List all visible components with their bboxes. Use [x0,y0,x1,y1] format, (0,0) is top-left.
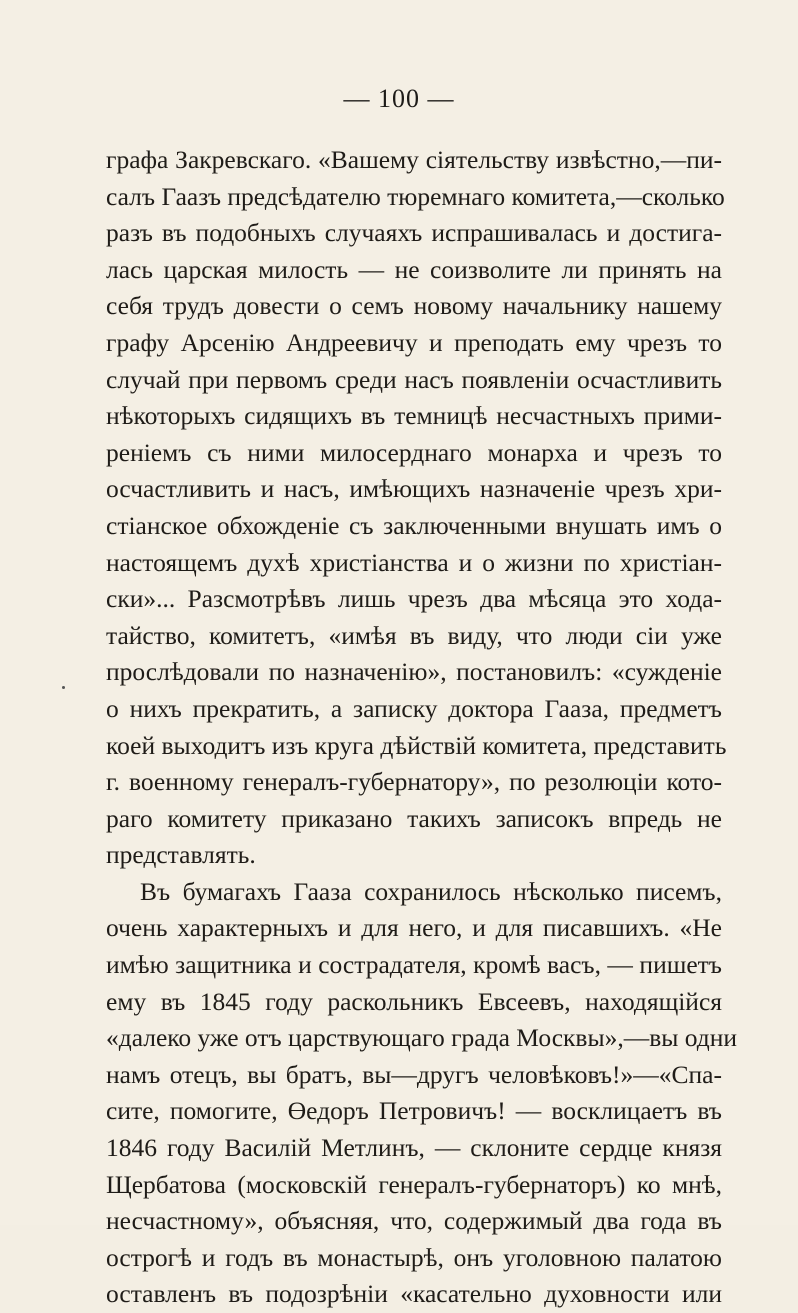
text-line: разъ въ подобныхъ случаяхъ испрашивалась и достига- [106,218,722,248]
text-line: себя трудъ довести о семъ новому начальнику нашему [106,291,722,321]
text-line: графа Закревскаго. «Вашему сіятельству извѣстно,—пи- [106,145,722,174]
margin-dot [62,686,65,689]
text-line: тайство, комитетъ, «имѣя въ виду, что люди сіи уже [106,620,722,650]
text-line: несчастному», объясняя, что, содержимый два года въ [106,1206,722,1236]
text-line: сите, помогите, Өедоръ Петровичъ! — восклицаетъ въ [106,1096,722,1126]
text-line: коей выходитъ изъ круга дѣйствій комитета, представить [106,730,727,760]
text-line: представлять. [106,840,256,870]
text-line: о нихъ прекратить, а записку доктора Гааза, предметъ [106,693,722,723]
paragraph-1 [106,142,727,874]
text-line: оставленъ въ подозрѣніи «касательно духовности или [106,1279,722,1309]
body-text [106,142,738,1313]
page-number: — 100 — [343,84,455,113]
text-line: прослѣдовали по назначенію», постановилъ: «сужденіе [106,657,722,687]
text-line: раго комитету приказано такихъ записокъ впредь не [106,803,722,833]
paragraph-2 [106,874,738,1313]
text-line: осчастливить и насъ, имѣющихъ назначеніе чрезъ хри- [106,474,722,504]
text-line: стіанское обхожденіе съ заключенными внушать имъ о [106,510,722,540]
text-line: нѣкоторыхъ сидящихъ въ темницѣ несчастныхъ прими- [106,401,722,431]
text-line: острогѣ и годъ въ монастырѣ, онъ уголовною палатою [106,1242,722,1272]
text-line: г. военному генералъ-губернатору», по резолюціи кото- [106,767,722,797]
text-line: имѣю защитника и сострадателя, кромѣ васъ, — пишетъ [106,950,722,980]
text-line: 1846 году Василій Метлинъ, — склоните сердце князя [106,1133,722,1163]
text-line: случай при первомъ среди насъ появленіи осчастливить [106,364,722,394]
text-line: настоящемъ духѣ христіанства и о жизни по христіан- [106,547,722,577]
text-line: Щербатова (московскій генералъ-губернаторъ) ко мнѣ, [106,1169,722,1199]
text-line: ски»... Разсмотрѣвъ лишь чрезъ два мѣсяца это хода- [106,584,722,614]
text-line: Въ бумагахъ Гааза сохранилось нѣсколько писемъ, [140,876,722,906]
text-line: реніемъ съ ними милосерднаго монарха и чрезъ то [106,437,722,467]
text-line: лась царская милость — не соизволите ли принять на [106,254,722,284]
text-line: графу Арсенію Андреевичу и преподать ему чрезъ то [106,327,722,357]
text-line: намъ отецъ, вы братъ, вы—другъ человѣковъ!»—«Спа- [106,1059,722,1089]
text-line: «далеко уже отъ царствующаго града Москвы»,—вы одни [106,1023,738,1053]
text-line: очень характерныхъ и для него, и для писавшихъ. «Не [106,913,722,943]
text-line: ему въ 1845 году раскольникъ Евсеевъ, находящійся [106,986,722,1016]
text-line: салъ Гаазъ предсѣдателю тюремнаго комитета,—сколько [106,181,725,211]
